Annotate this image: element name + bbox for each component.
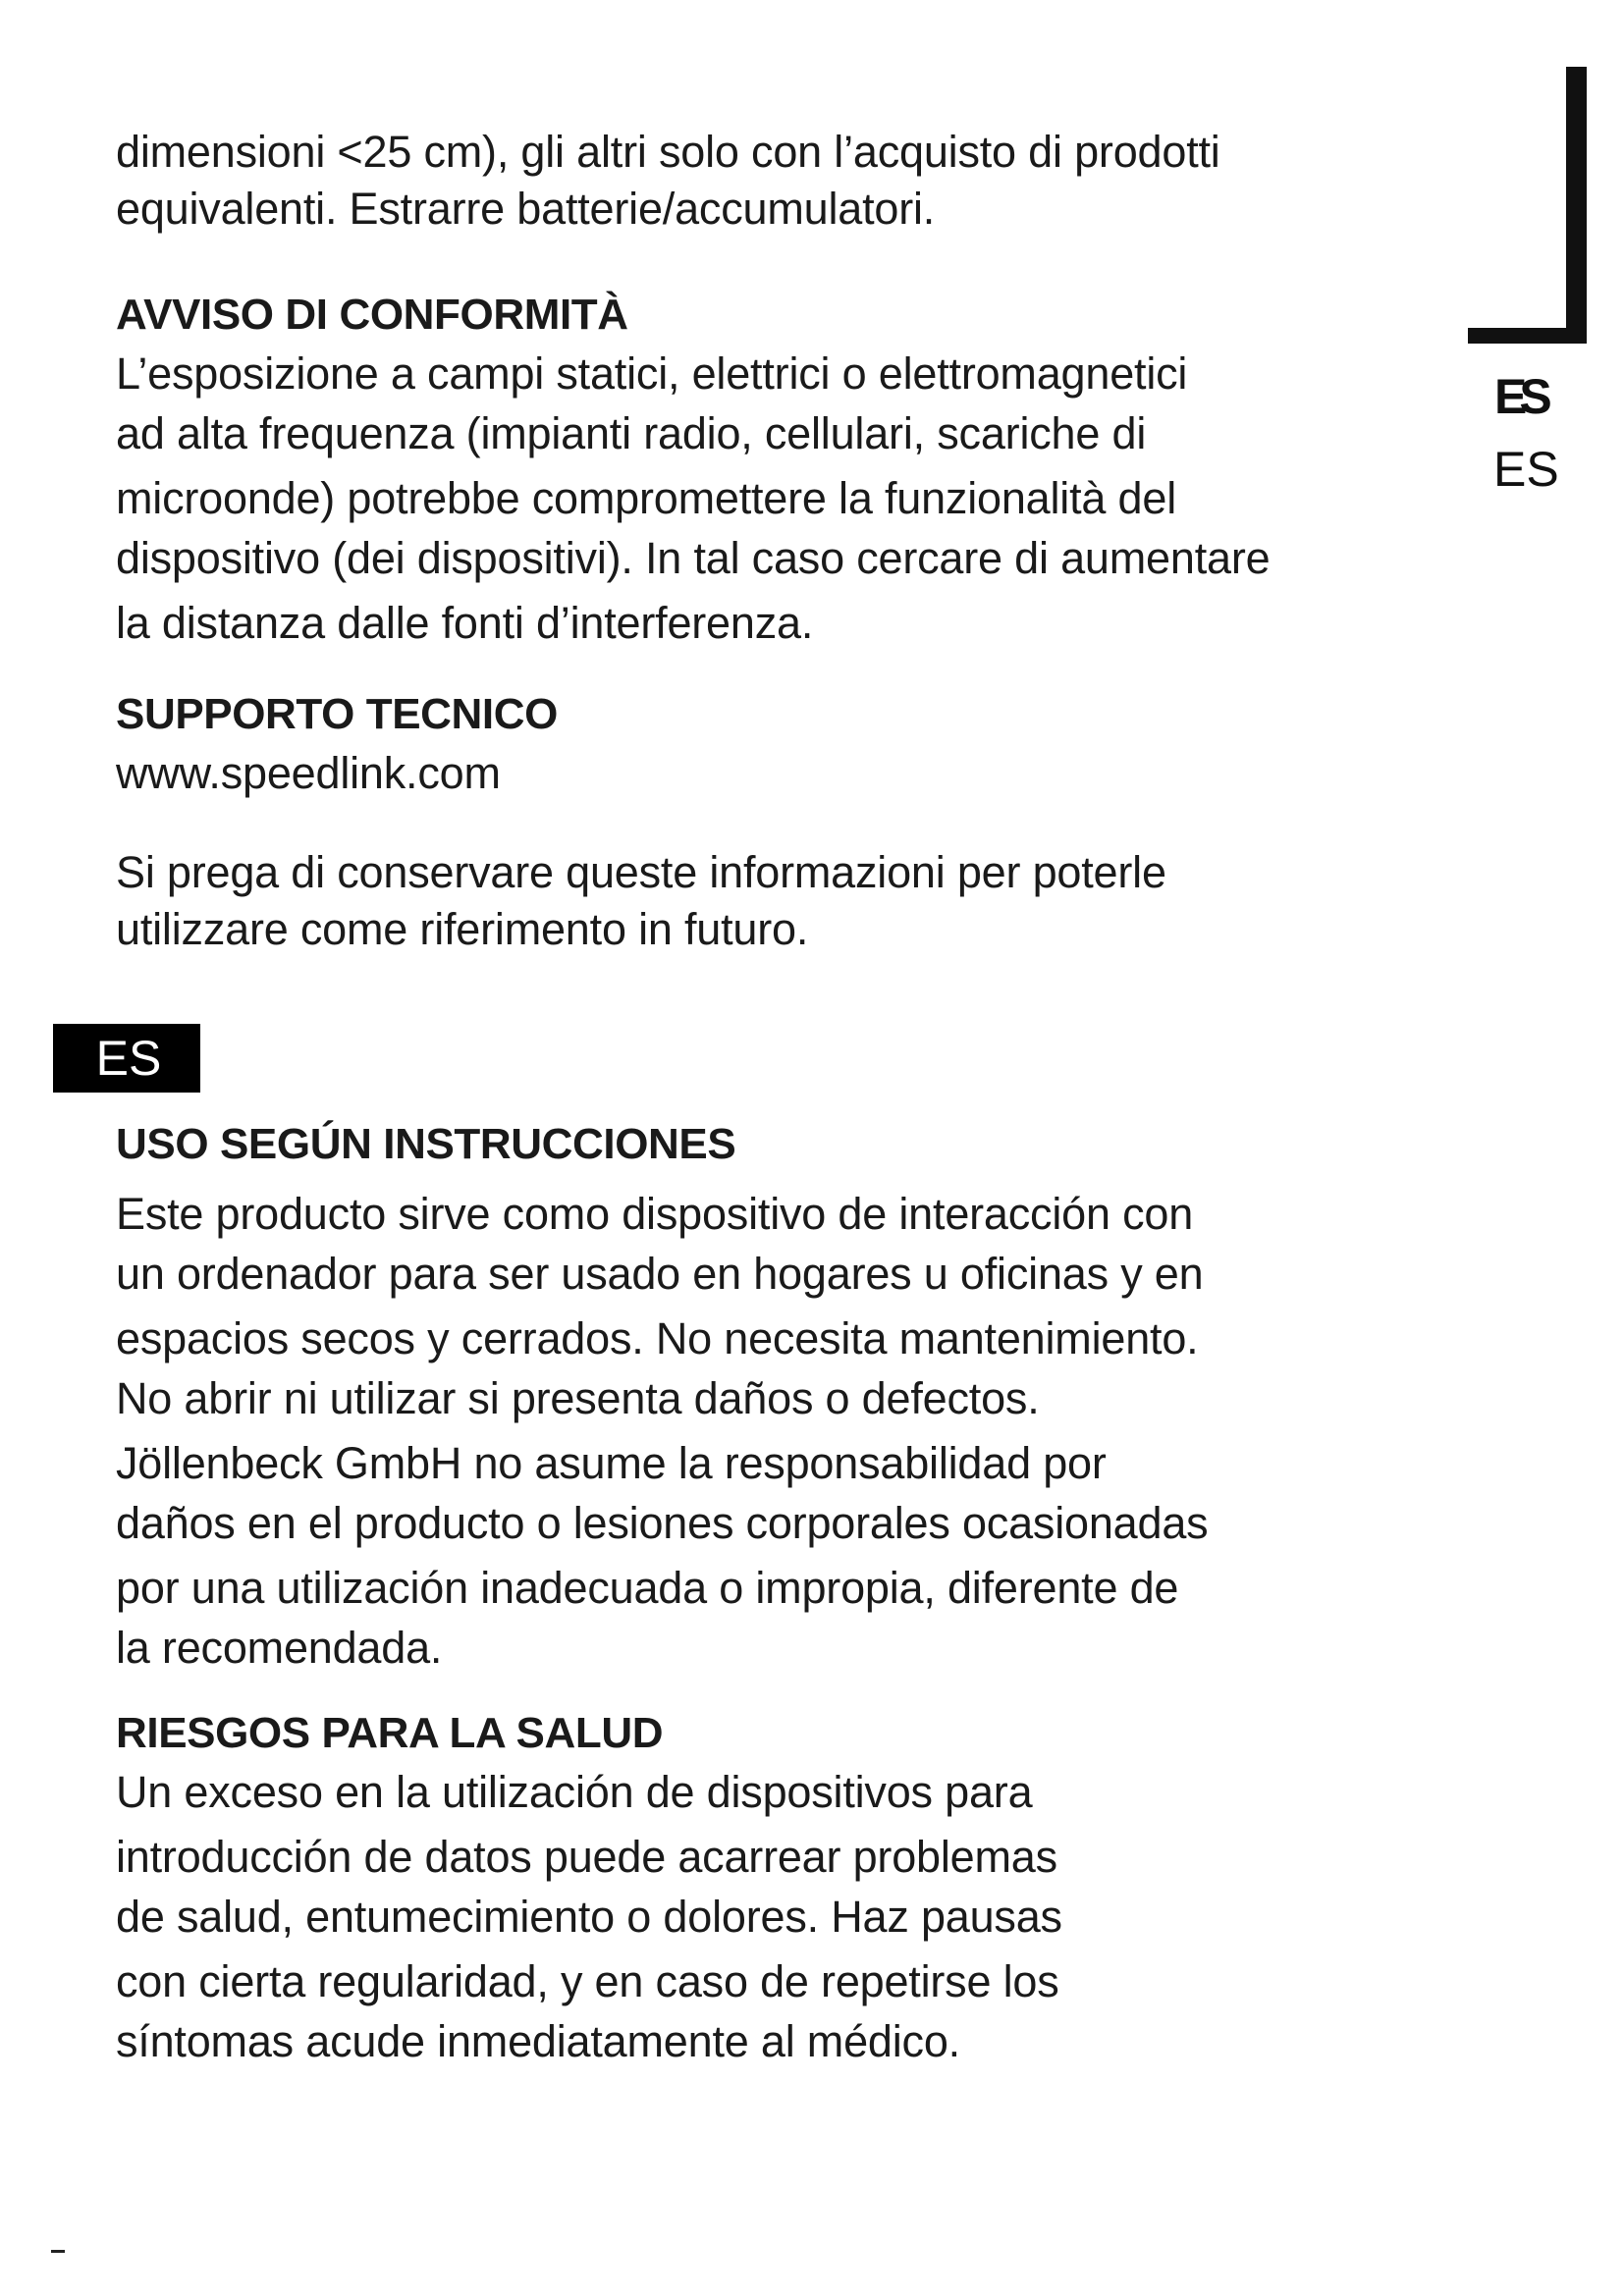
side-language-tab-overprint: ES <box>1494 369 1544 424</box>
conformity-heading: AVVISO DI CONFORMITÀ <box>116 291 628 339</box>
text-line: ad alta frequenza (impianti radio, cellulari, scariche di <box>116 408 1147 458</box>
text-line: un ordenador para ser usado en hogares u oficinas y en <box>116 1249 1204 1299</box>
text-line: espacios secos y cerrados. No necesita mantenimiento. <box>116 1313 1199 1363</box>
page-footer-mark <box>51 2250 65 2253</box>
health-heading: RIESGOS PARA LA SALUD <box>116 1709 664 1757</box>
text-line: No abrir ni utilizar si presenta daños o defectos. <box>116 1373 1040 1423</box>
text-line: L’esposizione a campi statici, elettrici o elettromagnetici <box>116 348 1188 399</box>
keep-info-paragraph <box>116 844 1392 958</box>
text-line: introducción de datos puede acarrear problemas <box>116 1832 1057 1882</box>
text-line: utilizzare come riferimento in futuro. <box>116 904 809 954</box>
crop-mark-vertical <box>1566 67 1587 344</box>
text-line: síntomas acude inmediatamente al médico. <box>116 2016 960 2066</box>
text-line: la distanza dalle fonti d’interferenza. <box>116 598 814 648</box>
text-line: daños en el producto o lesiones corporales ocasionadas <box>116 1498 1209 1548</box>
text-line: Jöllenbeck GmbH no asume la responsabilidad por <box>116 1438 1107 1488</box>
text-line: equivalenti. Estrarre batterie/accumulatori. <box>116 184 936 234</box>
text-line: dispositivo (dei dispositivi). In tal caso cercare di aumentare <box>116 533 1271 583</box>
text-line: de salud, entumecimiento o dolores. Haz pausas <box>116 1892 1062 1942</box>
usage-paragraph <box>116 1186 1392 1677</box>
text-line: por una utilización inadecuada o impropia, diferente de <box>116 1563 1179 1613</box>
support-heading: SUPPORTO TECNICO <box>116 690 558 738</box>
crop-mark-horizontal <box>1468 328 1587 344</box>
text-line: Si prega di conservare queste informazioni per poterle <box>116 847 1166 897</box>
language-badge: ES <box>53 1024 200 1093</box>
health-paragraph <box>116 1764 1392 2070</box>
text-line: con cierta regularidad, y en caso de repetirse los <box>116 1956 1059 2006</box>
usage-heading: USO SEGÚN INSTRUCCIONES <box>116 1120 736 1168</box>
intro-paragraph <box>116 124 1392 238</box>
text-line: microonde) potrebbe compromettere la funzionalità del <box>116 473 1176 523</box>
side-language-tab: ES <box>1493 442 1559 497</box>
text-line: dimensioni <25 cm), gli altri solo con l’acquisto di prodotti <box>116 127 1220 177</box>
text-line: Un exceso en la utilización de dispositivos para <box>116 1767 1033 1817</box>
text-line: la recomendada. <box>116 1623 443 1673</box>
text-line: Este producto sirve como dispositivo de interacción con <box>116 1189 1194 1239</box>
conformity-paragraph <box>116 346 1392 652</box>
support-url: www.speedlink.com <box>116 748 501 798</box>
